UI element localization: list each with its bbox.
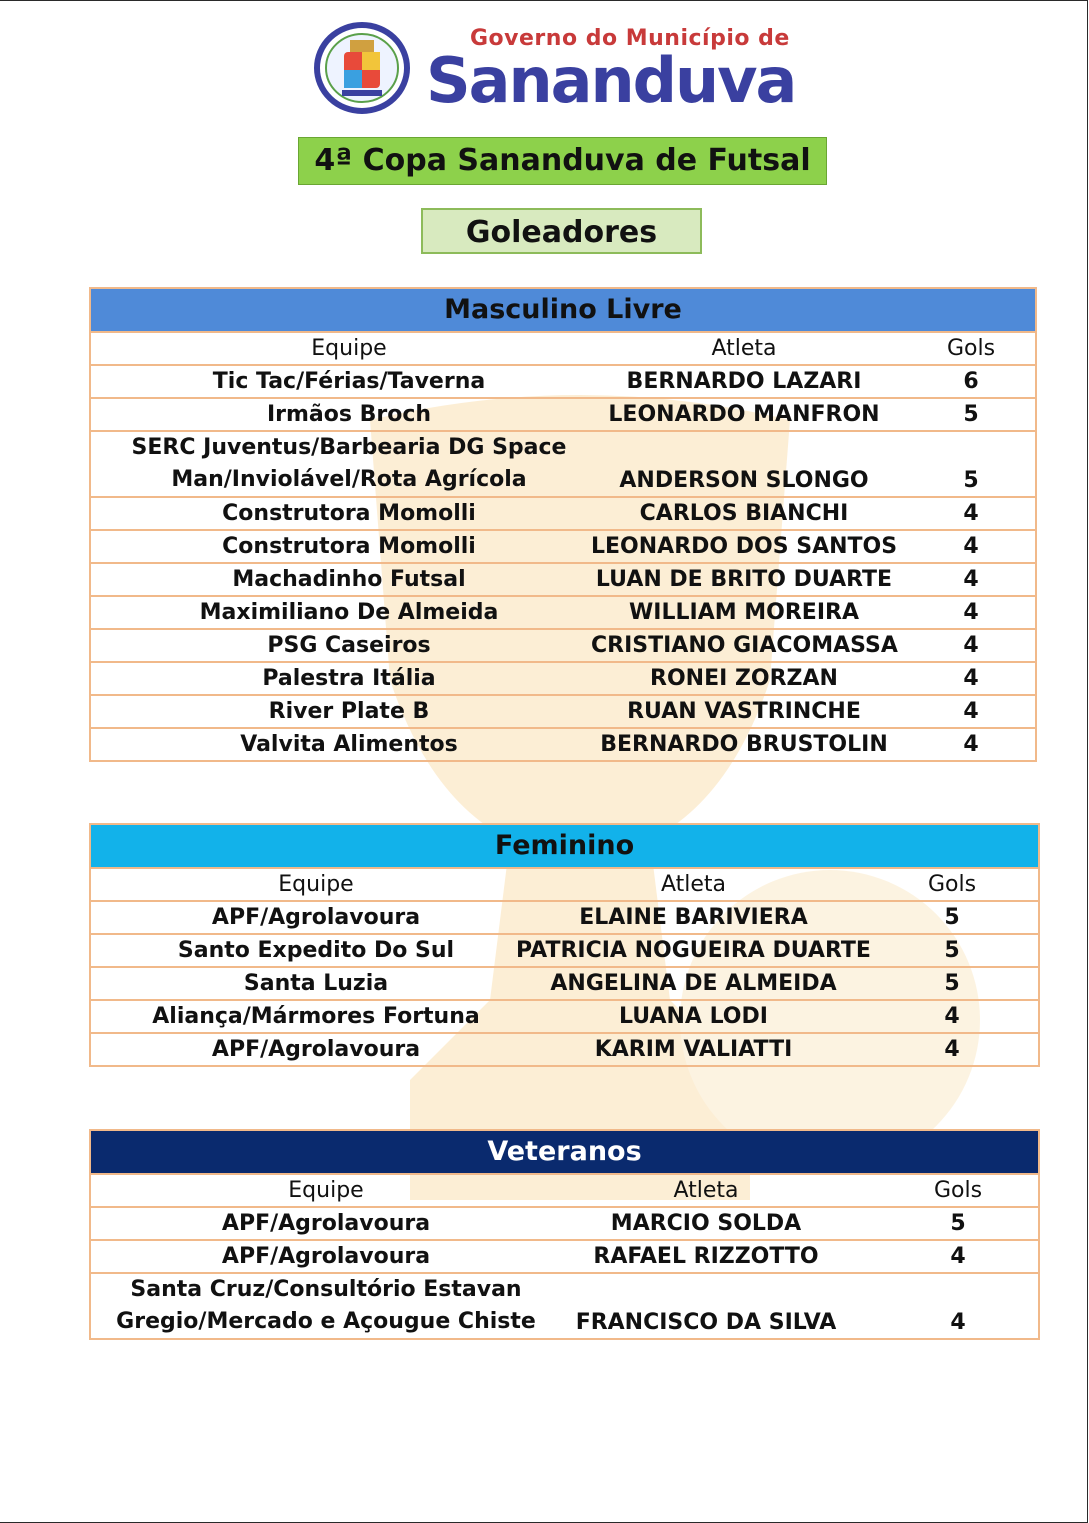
cell-athlete: RUAN VASTRINCHE bbox=[627, 699, 861, 724]
cell-goals: 4 bbox=[950, 1310, 966, 1335]
cell-athlete: BERNARDO LAZARI bbox=[626, 369, 862, 394]
cell-team bbox=[91, 1274, 561, 1338]
city-name: Sananduva bbox=[426, 44, 796, 117]
cell-athlete: KARIM VALIATTI bbox=[594, 1037, 793, 1062]
section-title: Veteranos bbox=[91, 1131, 1038, 1175]
column-header-team: Equipe bbox=[311, 336, 387, 361]
cell-athlete: CRISTIANO GIACOMASSA bbox=[591, 633, 898, 658]
column-header-goals: Gols bbox=[927, 872, 977, 897]
cell-athlete: LUANA LODI bbox=[619, 1004, 768, 1029]
cell-team bbox=[91, 1241, 561, 1272]
team-name-line: SERC Juventus/Barbearia DG Space bbox=[131, 435, 567, 460]
cell-goals: 4 bbox=[950, 1244, 966, 1269]
cell-team bbox=[91, 1001, 541, 1032]
cell-goals: 4 bbox=[963, 600, 979, 625]
scorers-table-0 bbox=[89, 287, 1037, 762]
table-row bbox=[91, 399, 1035, 432]
cell-goals: 6 bbox=[963, 369, 979, 394]
cell-athlete: ELAINE BARIVIERA bbox=[579, 905, 808, 930]
column-header-row bbox=[91, 1175, 1038, 1208]
cell-athlete: RONEI ZORZAN bbox=[650, 666, 838, 691]
cell-team bbox=[91, 366, 607, 397]
scorers-table-1 bbox=[89, 823, 1040, 1067]
cell-goals: 5 bbox=[944, 971, 960, 996]
cell-goals: 4 bbox=[963, 633, 979, 658]
cell-team bbox=[91, 564, 607, 595]
seal-icon bbox=[314, 22, 410, 114]
team-name-line: Aliança/Mármores Fortuna bbox=[152, 1004, 480, 1029]
cell-athlete: LEONARDO DOS SANTOS bbox=[591, 534, 898, 559]
team-name-line: Man/Inviolável/Rota Agrícola bbox=[171, 467, 527, 492]
cell-team bbox=[91, 630, 607, 661]
team-name-line: Santo Expedito Do Sul bbox=[177, 938, 455, 963]
cell-goals: 5 bbox=[963, 468, 979, 493]
municipal-logo bbox=[314, 22, 814, 117]
team-name-line: Palestra Itália bbox=[262, 666, 436, 691]
cell-team bbox=[91, 935, 541, 966]
table-row bbox=[91, 1274, 1038, 1338]
column-header-row bbox=[91, 333, 1035, 366]
team-name-line: APF/Agrolavoura bbox=[221, 1244, 431, 1269]
table-row bbox=[91, 1208, 1038, 1241]
column-header-athlete: Atleta bbox=[660, 872, 727, 897]
cell-goals: 4 bbox=[963, 501, 979, 526]
team-name-line: Santa Cruz/Consultório Estavan bbox=[130, 1277, 522, 1302]
cell-team bbox=[91, 902, 541, 933]
table-row bbox=[91, 1241, 1038, 1274]
section-title: Masculino Livre bbox=[91, 289, 1035, 333]
cell-goals: 5 bbox=[944, 905, 960, 930]
cell-team bbox=[91, 696, 607, 727]
cell-athlete: PATRICIA NOGUEIRA DUARTE bbox=[516, 938, 871, 963]
table-row bbox=[91, 597, 1035, 630]
cell-team bbox=[91, 968, 541, 999]
team-name-line: Machadinho Futsal bbox=[232, 567, 466, 592]
team-name-line: Valvita Alimentos bbox=[240, 732, 458, 757]
cell-goals: 5 bbox=[950, 1211, 966, 1236]
table-row bbox=[91, 366, 1035, 399]
table-row bbox=[91, 696, 1035, 729]
column-header-row bbox=[91, 869, 1038, 902]
table-row bbox=[91, 1034, 1038, 1065]
team-name-line: APF/Agrolavoura bbox=[211, 1037, 421, 1062]
column-header-goals: Gols bbox=[933, 1178, 983, 1203]
cell-team bbox=[91, 432, 607, 496]
cell-athlete: FRANCISCO DA SILVA bbox=[575, 1310, 837, 1335]
column-header-athlete: Atleta bbox=[711, 336, 777, 361]
team-name-line: PSG Caseiros bbox=[267, 633, 431, 658]
team-name-line: APF/Agrolavoura bbox=[211, 905, 421, 930]
cell-athlete: LEONARDO MANFRON bbox=[608, 402, 880, 427]
team-name-line: Gregio/Mercado e Açougue Chiste bbox=[116, 1309, 536, 1334]
cell-athlete: ANDERSON SLONGO bbox=[619, 468, 869, 493]
table-row bbox=[91, 935, 1038, 968]
page-subtitle: Goleadores bbox=[421, 208, 702, 254]
table-row bbox=[91, 432, 1035, 498]
cell-goals: 4 bbox=[944, 1037, 960, 1062]
team-name-line: Construtora Momolli bbox=[222, 501, 476, 526]
cell-goals: 4 bbox=[963, 666, 979, 691]
cell-athlete: ANGELINA DE ALMEIDA bbox=[550, 971, 837, 996]
cell-athlete: MARCIO SOLDA bbox=[610, 1211, 802, 1236]
table-row bbox=[91, 663, 1035, 696]
cell-goals: 5 bbox=[944, 938, 960, 963]
column-header-goals: Gols bbox=[946, 336, 996, 361]
column-header-athlete: Atleta bbox=[673, 1178, 739, 1203]
team-name-line: Santa Luzia bbox=[243, 971, 389, 996]
scorers-table-2 bbox=[89, 1129, 1040, 1340]
table-row bbox=[91, 498, 1035, 531]
table-row bbox=[91, 531, 1035, 564]
team-name-line: Irmãos Broch bbox=[266, 402, 432, 427]
cell-team bbox=[91, 399, 607, 430]
cell-athlete: LUAN DE BRITO DUARTE bbox=[595, 567, 893, 592]
cell-team bbox=[91, 597, 607, 628]
cell-goals: 4 bbox=[963, 732, 979, 757]
cell-goals: 4 bbox=[963, 567, 979, 592]
page-title: 4ª Copa Sananduva de Futsal bbox=[298, 137, 827, 185]
cell-team bbox=[91, 663, 607, 694]
cell-team bbox=[91, 531, 607, 562]
table-row bbox=[91, 1001, 1038, 1034]
cell-team bbox=[91, 1208, 561, 1239]
cell-athlete: BERNARDO BRUSTOLIN bbox=[600, 732, 888, 757]
table-row bbox=[91, 630, 1035, 663]
column-header-team: Equipe bbox=[278, 872, 354, 897]
cell-goals: 4 bbox=[963, 699, 979, 724]
org-line: Governo do Município de bbox=[470, 26, 790, 51]
team-name-line: Construtora Momolli bbox=[222, 534, 476, 559]
cell-team bbox=[91, 498, 607, 529]
table-row bbox=[91, 968, 1038, 1001]
team-name-line: Tic Tac/Férias/Taverna bbox=[212, 369, 486, 394]
cell-team bbox=[91, 1034, 541, 1065]
team-name-line: Maximiliano De Almeida bbox=[199, 600, 499, 625]
section-title: Feminino bbox=[91, 825, 1038, 869]
team-name-line: River Plate B bbox=[268, 699, 430, 724]
cell-goals: 5 bbox=[963, 402, 979, 427]
table-row bbox=[91, 729, 1035, 760]
cell-goals: 4 bbox=[963, 534, 979, 559]
cell-goals: 4 bbox=[944, 1004, 960, 1029]
cell-athlete: CARLOS BIANCHI bbox=[639, 501, 849, 526]
table-row bbox=[91, 564, 1035, 597]
cell-team bbox=[91, 729, 607, 760]
team-name-line: APF/Agrolavoura bbox=[221, 1211, 431, 1236]
cell-athlete: WILLIAM MOREIRA bbox=[629, 600, 859, 625]
column-header-team: Equipe bbox=[288, 1178, 364, 1203]
cell-athlete: RAFAEL RIZZOTTO bbox=[593, 1244, 819, 1269]
table-row bbox=[91, 902, 1038, 935]
